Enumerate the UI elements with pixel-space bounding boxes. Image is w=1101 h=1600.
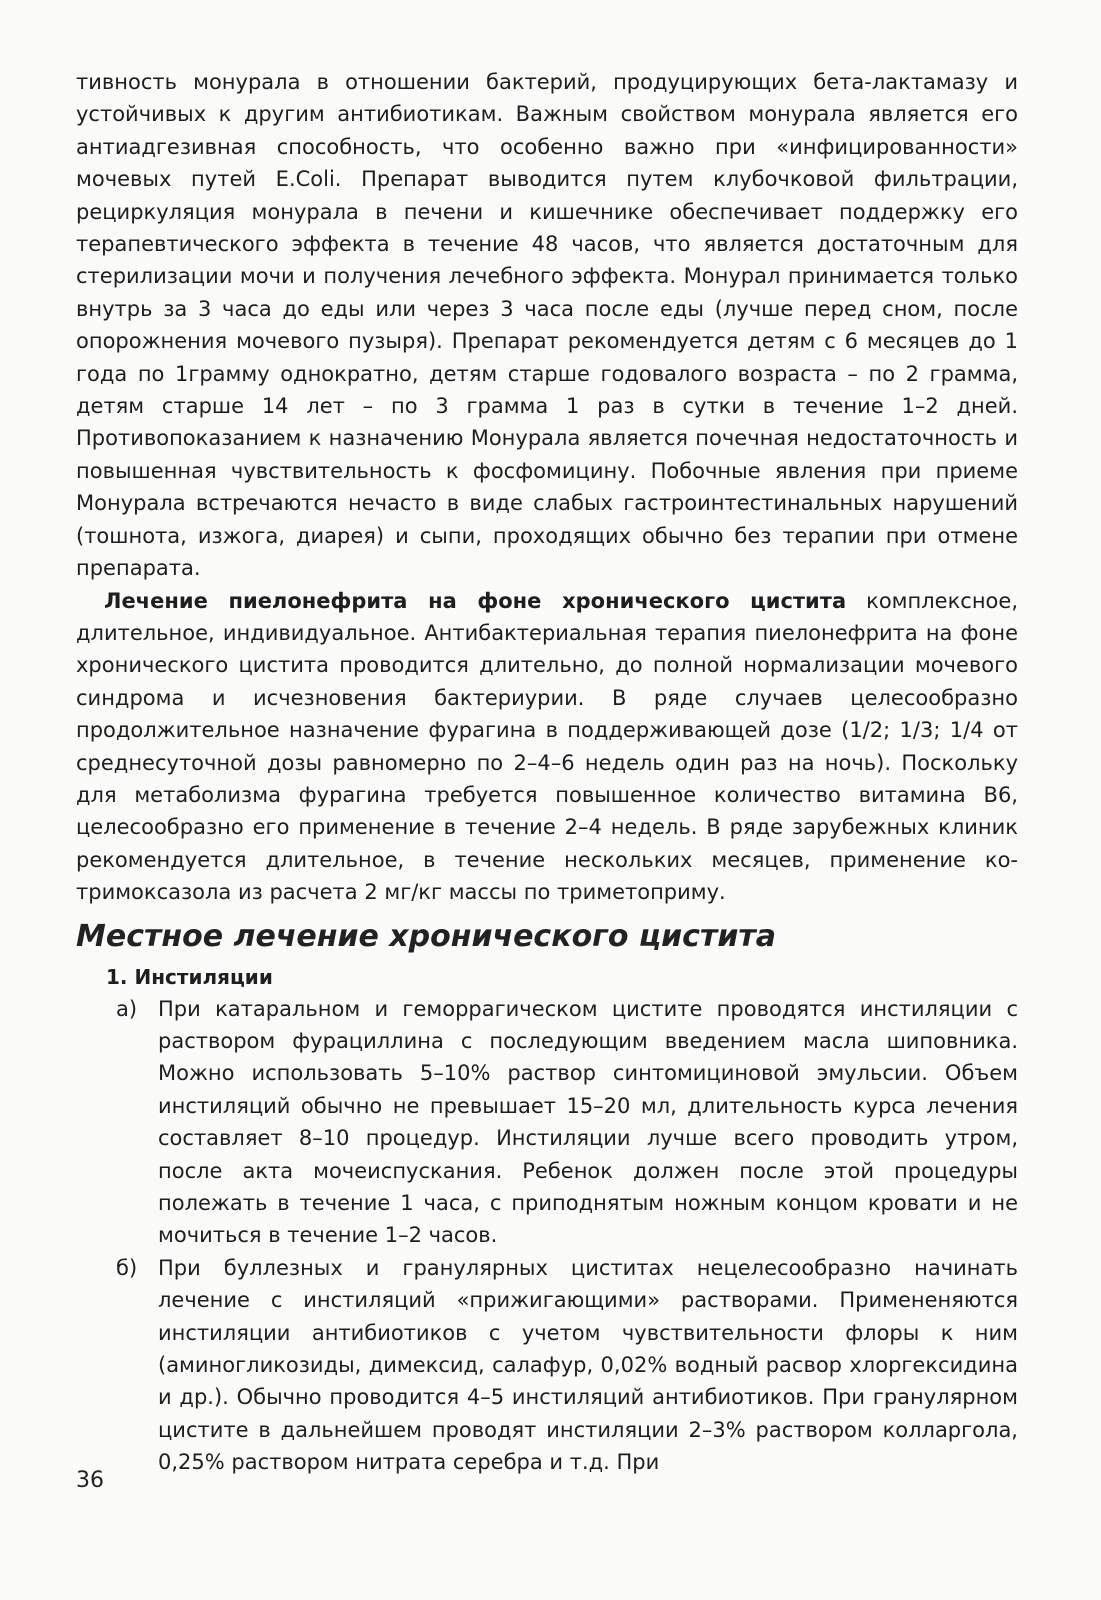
page-body [76,66,1018,1479]
list-item [76,1252,1018,1479]
paragraph-monural: тивность монурала в отношении бактерий, продуцирующих бета-лактамазу и устойчивых к другим антибиотикам. Важным свойством монурала является его антиадгезивная способность, что особенно важно при «инфицированности» мочевых путей E.Coli. Препарат выводится путем клубочковой фильтрации, рециркуляция монурала в печени и кишечнике обеспечивает поддержку его терапевтического эффекта в течение 48 часов, что является достаточным для стерилизации мочи и получения лечебного эффекта. Монурал принимается только внутрь за 3 часа до еды или через 3 часа после еды (лучше перед сном, после опорожнения мочевого пузыря). Препарат рекомендуется детям с 6 месяцев до 1 года по 1грамму однократно, детям старше годовалого возраста – по 2 грамма, детям старше 14 лет – по 3 грамма 1 раз в сутки в течение 1–2 дней. Противопоказанием к назначению Монурала является почечная недостаточность и повышенная чувствительность к фосфомицину. Побочные явления при приеме Монурала встречаются нечасто в виде слабых гастроинтестинальных нарушений (тошнота, изжога, диарея) и сыпи, проходящих обычно без терапии при отмене препарата. [76,70,1018,581]
list-item-text: При буллезных и гранулярных циститах нецелесообразно начинать лечение с инстиляций «прижигающими» растворами. Примененяются инстиляции антибиотиков с учетом чувствительности флоры к ним (аминогликозиды, димексид, салафур, 0,02% водный расвор хлоргексидина и др.). Обычно проводится 4–5 инстиляций антибиотиков. При гранулярном цистите в дальнейшем проводят инстиляции 2–3% раствором колларгола, 0,25% раствором нитрата серебра и т.д. При [158,1255,1018,1475]
page-number: 36 [76,1468,104,1493]
paragraph-rest: комплексное, длительное, индивидуальное. Антибактериальная терапия пиелонефрита на фоне хронического цистита проводится длительно, до полной нормализации мочевого синдрома и исчезновения бактериурии. В ряде случаев целесообразно продолжительное назначение фурагина в поддерживающей дозе (1/2; 1/3; 1/4 от среднесуточной дозы равномерно по 2–4–6 недель один раз на ночь). Поскольку для метаболизма фурагина требуется повышенное количество витамина В6, целесообразно его применение в течение 2–4 недель. В ряде зарубежных клиник рекомендуется длительное, в течение нескольких месяцев, применение ко-тримоксазола из расчета 2 мг/кг массы по триметоприму. [76,588,1018,905]
paragraph-lead-bold: Лечение пиелонефрита на фоне хронического цистита [104,588,847,613]
list-item-text: При катаральном и геморрагическом цистите проводятся инстиляции с раствором фурациллина с последующим введением масла шиповника. Можно использовать 5–10% раствор синтомициновой эмульсии. Объем инстиляций обычно не превышает 15–20 мл, длительность курса лечения составляет 8–10 процедур. Инстиляции лучше всего проводить утром, после акта мочеиспускания. Ребенок должен после этой процедуры полежать в течение 1 часа, с приподнятым ножным концом кровати и не мочиться в течение 1–2 часов. [158,996,1018,1248]
list-marker: б) [116,1255,138,1280]
list-item [76,993,1018,1252]
subsection-heading: 1. Инстиляции [106,964,273,989]
section-heading: Местное лечение хронического цистита [76,918,776,954]
list-marker: а) [116,996,138,1021]
paragraph-pyelonephritis [76,585,1018,909]
